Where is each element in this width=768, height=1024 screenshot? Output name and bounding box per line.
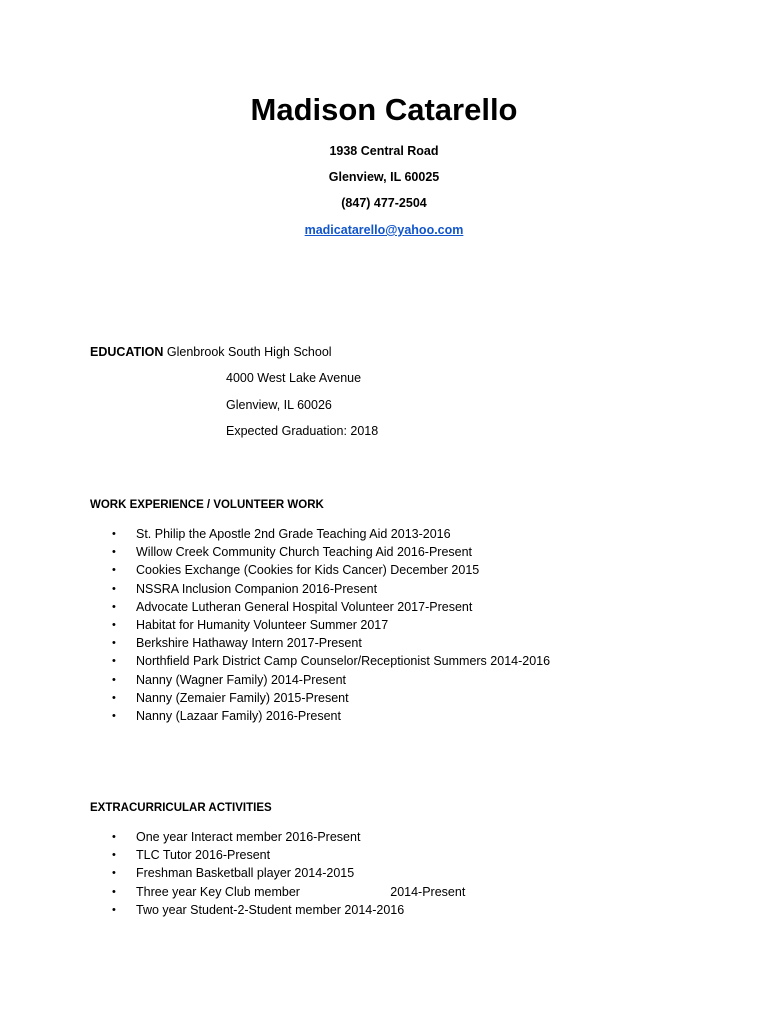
list-item-text: Nanny (Wagner Family) 2014-Present: [136, 672, 347, 687]
address-line-2: Glenview, IL 60025: [328, 170, 440, 184]
address-line-1: 1938 Central Road: [329, 144, 439, 158]
bullet-icon: •: [112, 528, 116, 540]
education-graduation: Expected Graduation: 2018: [226, 424, 379, 438]
list-item-text: Cookies Exchange (Cookies for Kids Cancer) December 2015: [136, 563, 480, 578]
list-item: [112, 883, 465, 901]
list-item: [112, 846, 465, 864]
work-list: [112, 525, 550, 725]
list-item-text: Habitat for Humanity Volunteer Summer 2017: [136, 617, 389, 632]
list-item: [112, 901, 465, 919]
list-item: [112, 634, 550, 652]
list-item-text: Two year Student-2-Student member 2014-2016: [136, 902, 405, 917]
list-item: [112, 652, 550, 670]
education-label: EDUCATION: [90, 345, 164, 359]
resume-name: Madison Catarello: [250, 92, 518, 127]
list-item: [112, 828, 465, 846]
education-row: [90, 345, 332, 359]
list-item: [112, 707, 550, 725]
list-item-text: Nanny (Lazaar Family) 2016-Present: [136, 708, 341, 723]
list-item-text: Nanny (Zemaier Family) 2015-Present: [136, 690, 349, 705]
bullet-icon: •: [112, 867, 116, 880]
bullet-icon: •: [112, 709, 116, 722]
bullet-icon: •: [112, 831, 116, 843]
bullet-icon: •: [112, 673, 116, 686]
bullet-icon: •: [112, 637, 116, 650]
email-link[interactable]: madicatarello@yahoo.com: [304, 223, 464, 237]
bullet-icon: •: [112, 546, 116, 559]
list-item-text: One year Interact member 2016-Present: [136, 830, 361, 844]
bullet-icon: •: [112, 885, 116, 898]
list-item: [112, 598, 550, 616]
list-item: [112, 616, 550, 634]
list-item: [112, 580, 550, 598]
education-city: Glenview, IL 60026: [226, 398, 332, 412]
bullet-icon: •: [112, 618, 116, 631]
list-item-text: St. Philip the Apostle 2nd Grade Teaching Aid 2013-2016: [136, 527, 451, 541]
list-item-text: Willow Creek Community Church Teaching Aid 2016-Present: [136, 545, 473, 560]
phone-number: (847) 477-2504: [341, 196, 427, 210]
list-item-text: NSSRA Inclusion Companion 2016-Present: [136, 581, 378, 596]
bullet-icon: •: [112, 600, 116, 613]
education-street: 4000 West Lake Avenue: [226, 371, 362, 385]
list-item: [112, 671, 550, 689]
list-item-text: TLC Tutor 2016-Present: [136, 848, 271, 863]
bullet-icon: •: [112, 582, 116, 595]
email-container: [0, 223, 768, 237]
list-item: [112, 864, 465, 882]
list-item: [112, 543, 550, 561]
list-item-text: Northfield Park District Camp Counselor/Receptionist Summers 2014-2016: [136, 654, 551, 669]
list-item: [112, 689, 550, 707]
bullet-icon: •: [112, 849, 116, 862]
work-heading: WORK EXPERIENCE / VOLUNTEER WORK: [90, 499, 324, 511]
bullet-icon: •: [112, 655, 116, 668]
bullet-icon: •: [112, 691, 116, 704]
extracurricular-heading: EXTRACURRICULAR ACTIVITIES: [90, 802, 272, 814]
list-item-text: Berkshire Hathaway Intern 2017-Present: [136, 636, 362, 651]
list-item: [112, 561, 550, 579]
list-item-text: Three year Key Club member 2014-Present: [136, 884, 466, 899]
bullet-icon: •: [112, 903, 116, 916]
bullet-icon: •: [112, 564, 116, 577]
list-item-text: Freshman Basketball player 2014-2015: [136, 866, 355, 881]
list-item: [112, 525, 550, 543]
education-school: Glenbrook South High School: [166, 345, 332, 359]
extracurricular-list: [112, 828, 465, 919]
list-item-text: Advocate Lutheran General Hospital Volunteer 2017-Present: [136, 599, 473, 614]
